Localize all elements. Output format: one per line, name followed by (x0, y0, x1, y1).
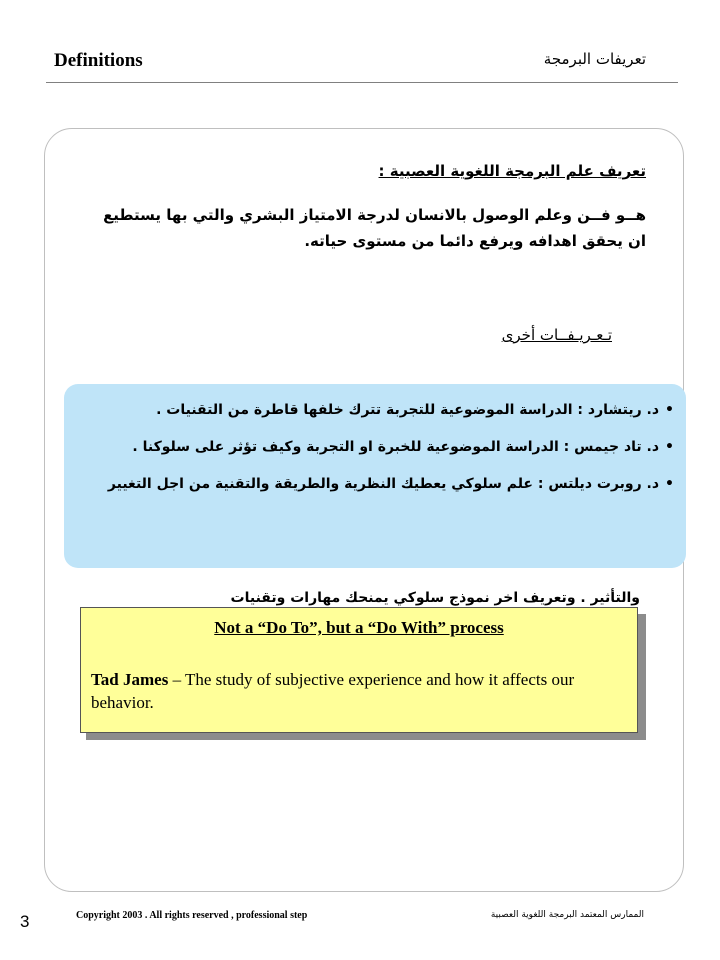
definition-heading: تعريف علم البرمجة اللغوية العصبية : (378, 162, 646, 180)
bullet-icon: • (665, 439, 674, 455)
bullet-icon: • (665, 402, 674, 418)
definitions-list (94, 398, 674, 509)
definition-text: هــو فــن وعلم الوصول بالانسان لدرجة الامتياز البشري والتي بها يستطيع ان يحقق اهدافه ويرفع دائما من مستوى حياته. (103, 206, 646, 250)
copyright-notice: Copyright 2003 . All rights reserved , professional step (76, 910, 308, 921)
callout-text (91, 668, 611, 714)
callout-body: – The study of subjective experience and how it affects our behavior. (91, 670, 575, 712)
list-item (94, 472, 674, 497)
callout-title: Not a “Do To”, but a “Do With” process (214, 618, 504, 637)
footer-arabic: الممارس المعتمد البرمجة اللغوية العصبية (490, 910, 644, 920)
bullet-icon: • (665, 476, 674, 492)
overflow-text: والتأثير . وتعريف اخر نموذج سلوكي يمنحك مهارات وتقنيات (230, 590, 640, 606)
definition-item-text: د. ريتشارد : الدراسة الموضوعية للتجربة تترك خلفها قاطرة من التقنيات . (156, 402, 660, 418)
page-number: 3 (20, 912, 30, 931)
other-definitions-heading: تـعـريـفــات أخرى (501, 326, 612, 344)
header-divider (46, 82, 678, 83)
callout-box (80, 607, 638, 733)
list-item (94, 398, 674, 423)
callout-author: Tad James (91, 670, 169, 689)
page-title-arabic: تعريفات البرمجة (543, 50, 646, 68)
page-title-english: Definitions (54, 50, 143, 71)
definition-item-text: د. تاد جيمس : الدراسة الموضوعية للخبرة او التجربة وكيف تؤثر على سلوكنا . (132, 439, 660, 455)
definition-item-text: د. روبرت ديلتس : علم سلوكي يعطيك النظرية والطريقة والتقنية من اجل التغيير (107, 476, 660, 492)
list-item (94, 435, 674, 460)
